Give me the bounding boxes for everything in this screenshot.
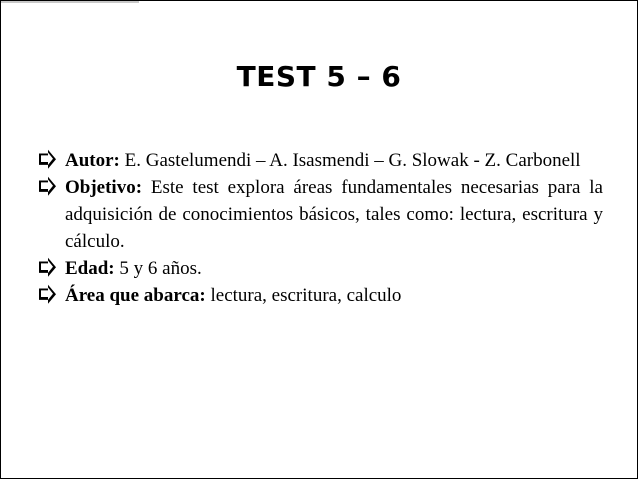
bullet-item-area <box>37 282 603 309</box>
bullet-label: Objetivo: <box>65 177 151 198</box>
arrow-bullet-icon <box>37 282 61 309</box>
bullet-text: Este test explora áreas fundamentales necesarias para la adquisición de conocimientos básicos, tales como: lectura, escritura y cálculo. <box>65 177 603 252</box>
bullet-label: Autor: <box>65 150 125 171</box>
bullet-label: Área que abarca: <box>65 285 211 306</box>
bullet-list <box>37 147 603 309</box>
bullet-text: E. Gastelumendi – A. Isasmendi – G. Slowak - Z. Carbonell <box>124 150 581 171</box>
bullet-label: Edad: <box>65 258 120 279</box>
bullet-item-autor <box>37 147 603 174</box>
arrow-bullet-icon <box>37 147 61 174</box>
bullet-text: 5 y 6 años. <box>119 258 202 279</box>
arrow-bullet-icon <box>37 174 61 201</box>
top-strip-divider <box>1 1 139 3</box>
slide-title: TEST 5 – 6 <box>236 60 402 93</box>
bullet-item-objetivo <box>37 174 603 255</box>
bullet-item-edad <box>37 255 603 282</box>
bullet-text: lectura, escritura, calculo <box>210 285 402 306</box>
arrow-bullet-icon <box>37 255 61 282</box>
